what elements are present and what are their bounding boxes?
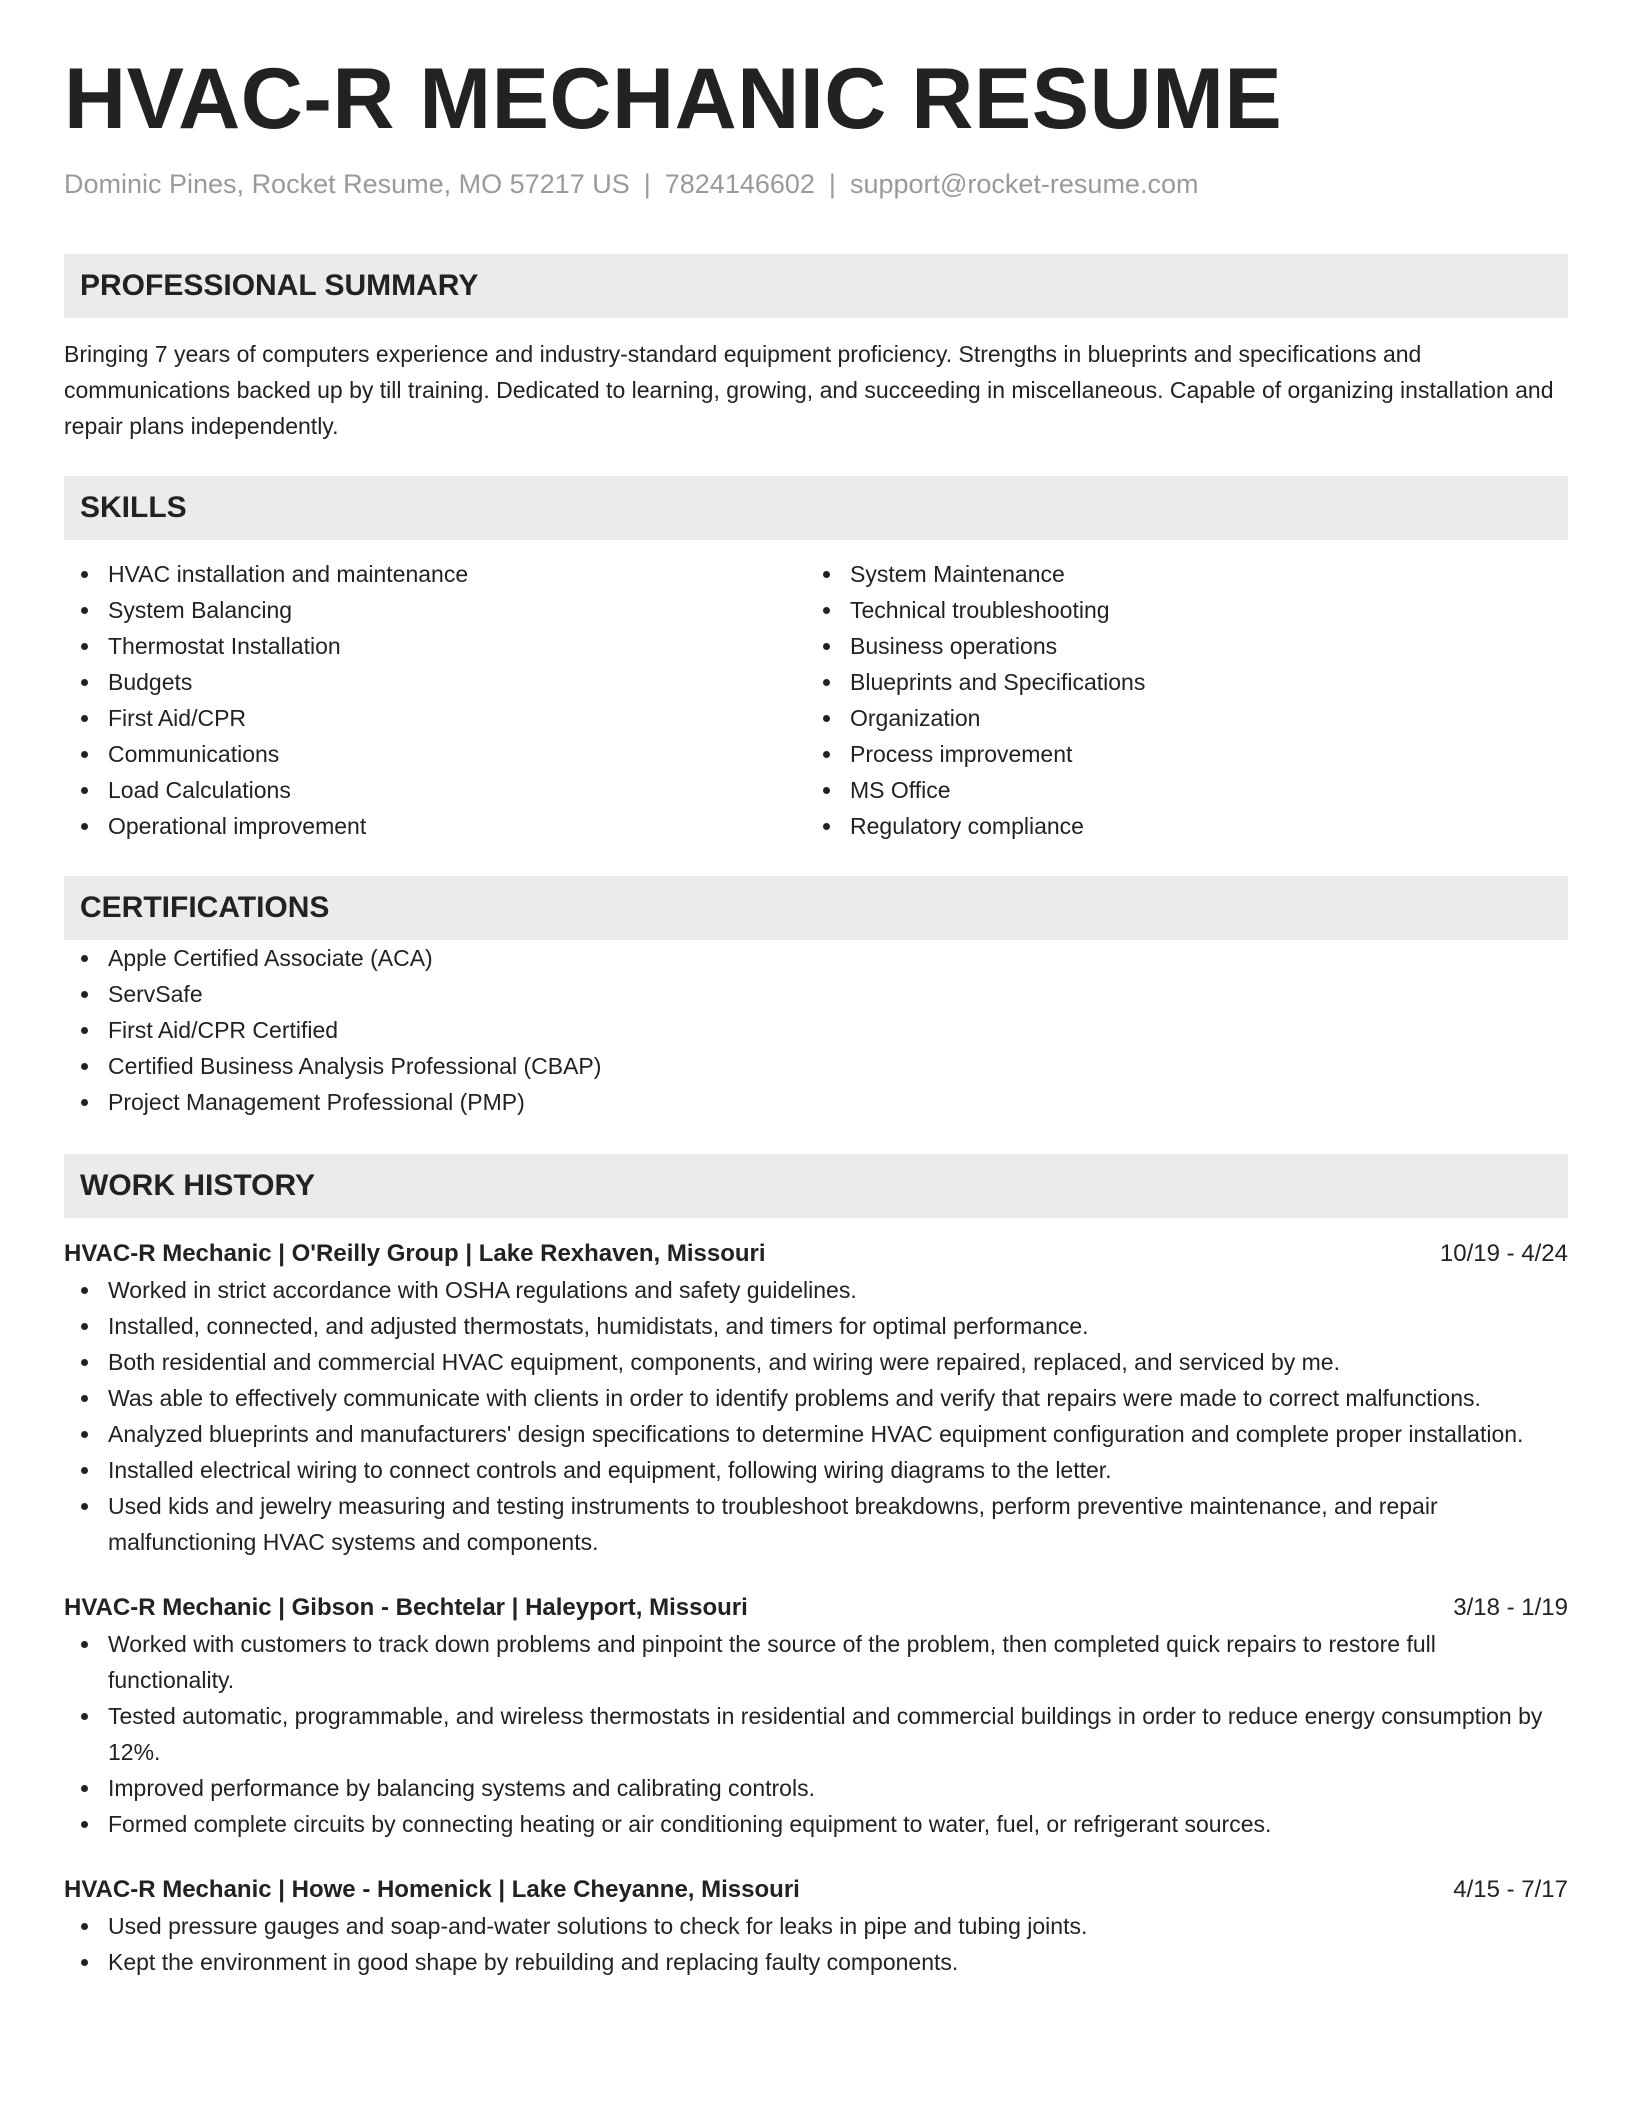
contact-email: support@rocket-resume.com (849, 168, 1199, 199)
job-bullet: Worked in strict accordance with OSHA regulations and safety guidelines. (64, 1272, 1568, 1308)
job-title-line: HVAC-R Mechanic | Howe - Homenick | Lake Cheyanne, Missouri (64, 1875, 800, 1903)
job-dates: 4/15 - 7/17 (1453, 1875, 1568, 1903)
job-bullet: Installed, connected, and adjusted thermostats, humidistats, and timers for optimal performance. (64, 1308, 1568, 1344)
certification-item: Project Management Professional (PMP) (64, 1084, 1568, 1120)
skills-columns (64, 556, 1568, 844)
contact-phone: 7824146602 (664, 168, 815, 199)
job-bullet-list (64, 1272, 1568, 1560)
skill-item: Thermostat Installation (64, 628, 806, 664)
skill-item: Regulatory compliance (806, 808, 1548, 844)
skill-item: Operational improvement (64, 808, 806, 844)
certification-item: ServSafe (64, 976, 1568, 1012)
job-bullet: Worked with customers to track down problems and pinpoint the source of the problem, then completed quick repairs to restore full functionality. (64, 1626, 1568, 1698)
job-header (64, 1872, 1568, 1908)
job-bullet: Was able to effectively communicate with clients in order to identify problems and verify that repairs were made to correct malfunctions. (64, 1380, 1568, 1416)
job-bullet: Analyzed blueprints and manufacturers' design specifications to determine HVAC equipment configuration and complete proper installation. (64, 1416, 1568, 1452)
job-entry (64, 1872, 1568, 1980)
skills-list-left (64, 556, 806, 844)
contact-line (64, 167, 1568, 202)
job-bullet: Both residential and commercial HVAC equipment, components, and wiring were repaired, replaced, and serviced by me. (64, 1344, 1568, 1380)
job-bullet-list (64, 1626, 1568, 1842)
skill-item: Load Calculations (64, 772, 806, 808)
work-history-heading: WORK HISTORY (64, 1154, 1568, 1218)
contact-separator: | (643, 168, 651, 199)
job-dates: 10/19 - 4/24 (1439, 1239, 1568, 1267)
certifications-heading: CERTIFICATIONS (64, 876, 1568, 940)
skill-item: Process improvement (806, 736, 1548, 772)
job-bullet: Used pressure gauges and soap-and-water solutions to check for leaks in pipe and tubing joints. (64, 1908, 1568, 1944)
certification-item: Certified Business Analysis Professional (CBAP) (64, 1048, 1568, 1084)
skill-item: Technical troubleshooting (806, 592, 1548, 628)
job-header (64, 1236, 1568, 1272)
job-header (64, 1590, 1568, 1626)
job-title-line: HVAC-R Mechanic | Gibson - Bechtelar | Haleyport, Missouri (64, 1593, 748, 1621)
job-bullet: Tested automatic, programmable, and wireless thermostats in residential and commercial buildings in order to reduce energy consumption by 12%. (64, 1698, 1568, 1770)
contact-address: Dominic Pines, Rocket Resume, MO 57217 US (64, 168, 630, 199)
skills-list-right (806, 556, 1548, 844)
skills-column-right (806, 556, 1548, 844)
job-bullet: Kept the environment in good shape by rebuilding and replacing faulty components. (64, 1944, 1568, 1980)
skill-item: Budgets (64, 664, 806, 700)
skill-item: Organization (806, 700, 1548, 736)
skill-item: System Balancing (64, 592, 806, 628)
job-dates: 3/18 - 1/19 (1453, 1593, 1568, 1621)
resume-title: HVAC-R MECHANIC RESUME (64, 51, 1283, 147)
job-entry (64, 1236, 1568, 1560)
skill-item: First Aid/CPR (64, 700, 806, 736)
job-bullet: Used kids and jewelry measuring and testing instruments to troubleshoot breakdowns, perform preventive maintenance, and repair malfunctioning HVAC systems and components. (64, 1488, 1568, 1560)
skills-heading: SKILLS (64, 476, 1568, 540)
contact-separator: | (828, 168, 836, 199)
job-bullet: Installed electrical wiring to connect controls and equipment, following wiring diagrams to the letter. (64, 1452, 1568, 1488)
certification-item: Apple Certified Associate (ACA) (64, 940, 1568, 976)
skill-item: Communications (64, 736, 806, 772)
skill-item: MS Office (806, 772, 1548, 808)
skill-item: Blueprints and Specifications (806, 664, 1548, 700)
skills-column-left (64, 556, 806, 844)
skill-item: Business operations (806, 628, 1548, 664)
skill-item: HVAC installation and maintenance (64, 556, 806, 592)
summary-text: Bringing 7 years of computers experience and industry-standard equipment proficiency. Strengths in blueprints and specifications and communications backed up by till training. Dedicated to learning, growing, and succeeding in miscellaneous. Capable of organizing installation and repair plans independently. (64, 340, 1554, 439)
job-bullet-list (64, 1908, 1568, 1980)
job-title-line: HVAC-R Mechanic | O'Reilly Group | Lake Rexhaven, Missouri (64, 1239, 766, 1267)
certification-item: First Aid/CPR Certified (64, 1012, 1568, 1048)
job-bullet: Improved performance by balancing systems and calibrating controls. (64, 1770, 1568, 1806)
certifications-list (64, 940, 1568, 1120)
summary-heading: PROFESSIONAL SUMMARY (64, 254, 1568, 318)
job-bullet: Formed complete circuits by connecting heating or air conditioning equipment to water, fuel, or refrigerant sources. (64, 1806, 1568, 1842)
skill-item: System Maintenance (806, 556, 1548, 592)
job-entry (64, 1590, 1568, 1842)
